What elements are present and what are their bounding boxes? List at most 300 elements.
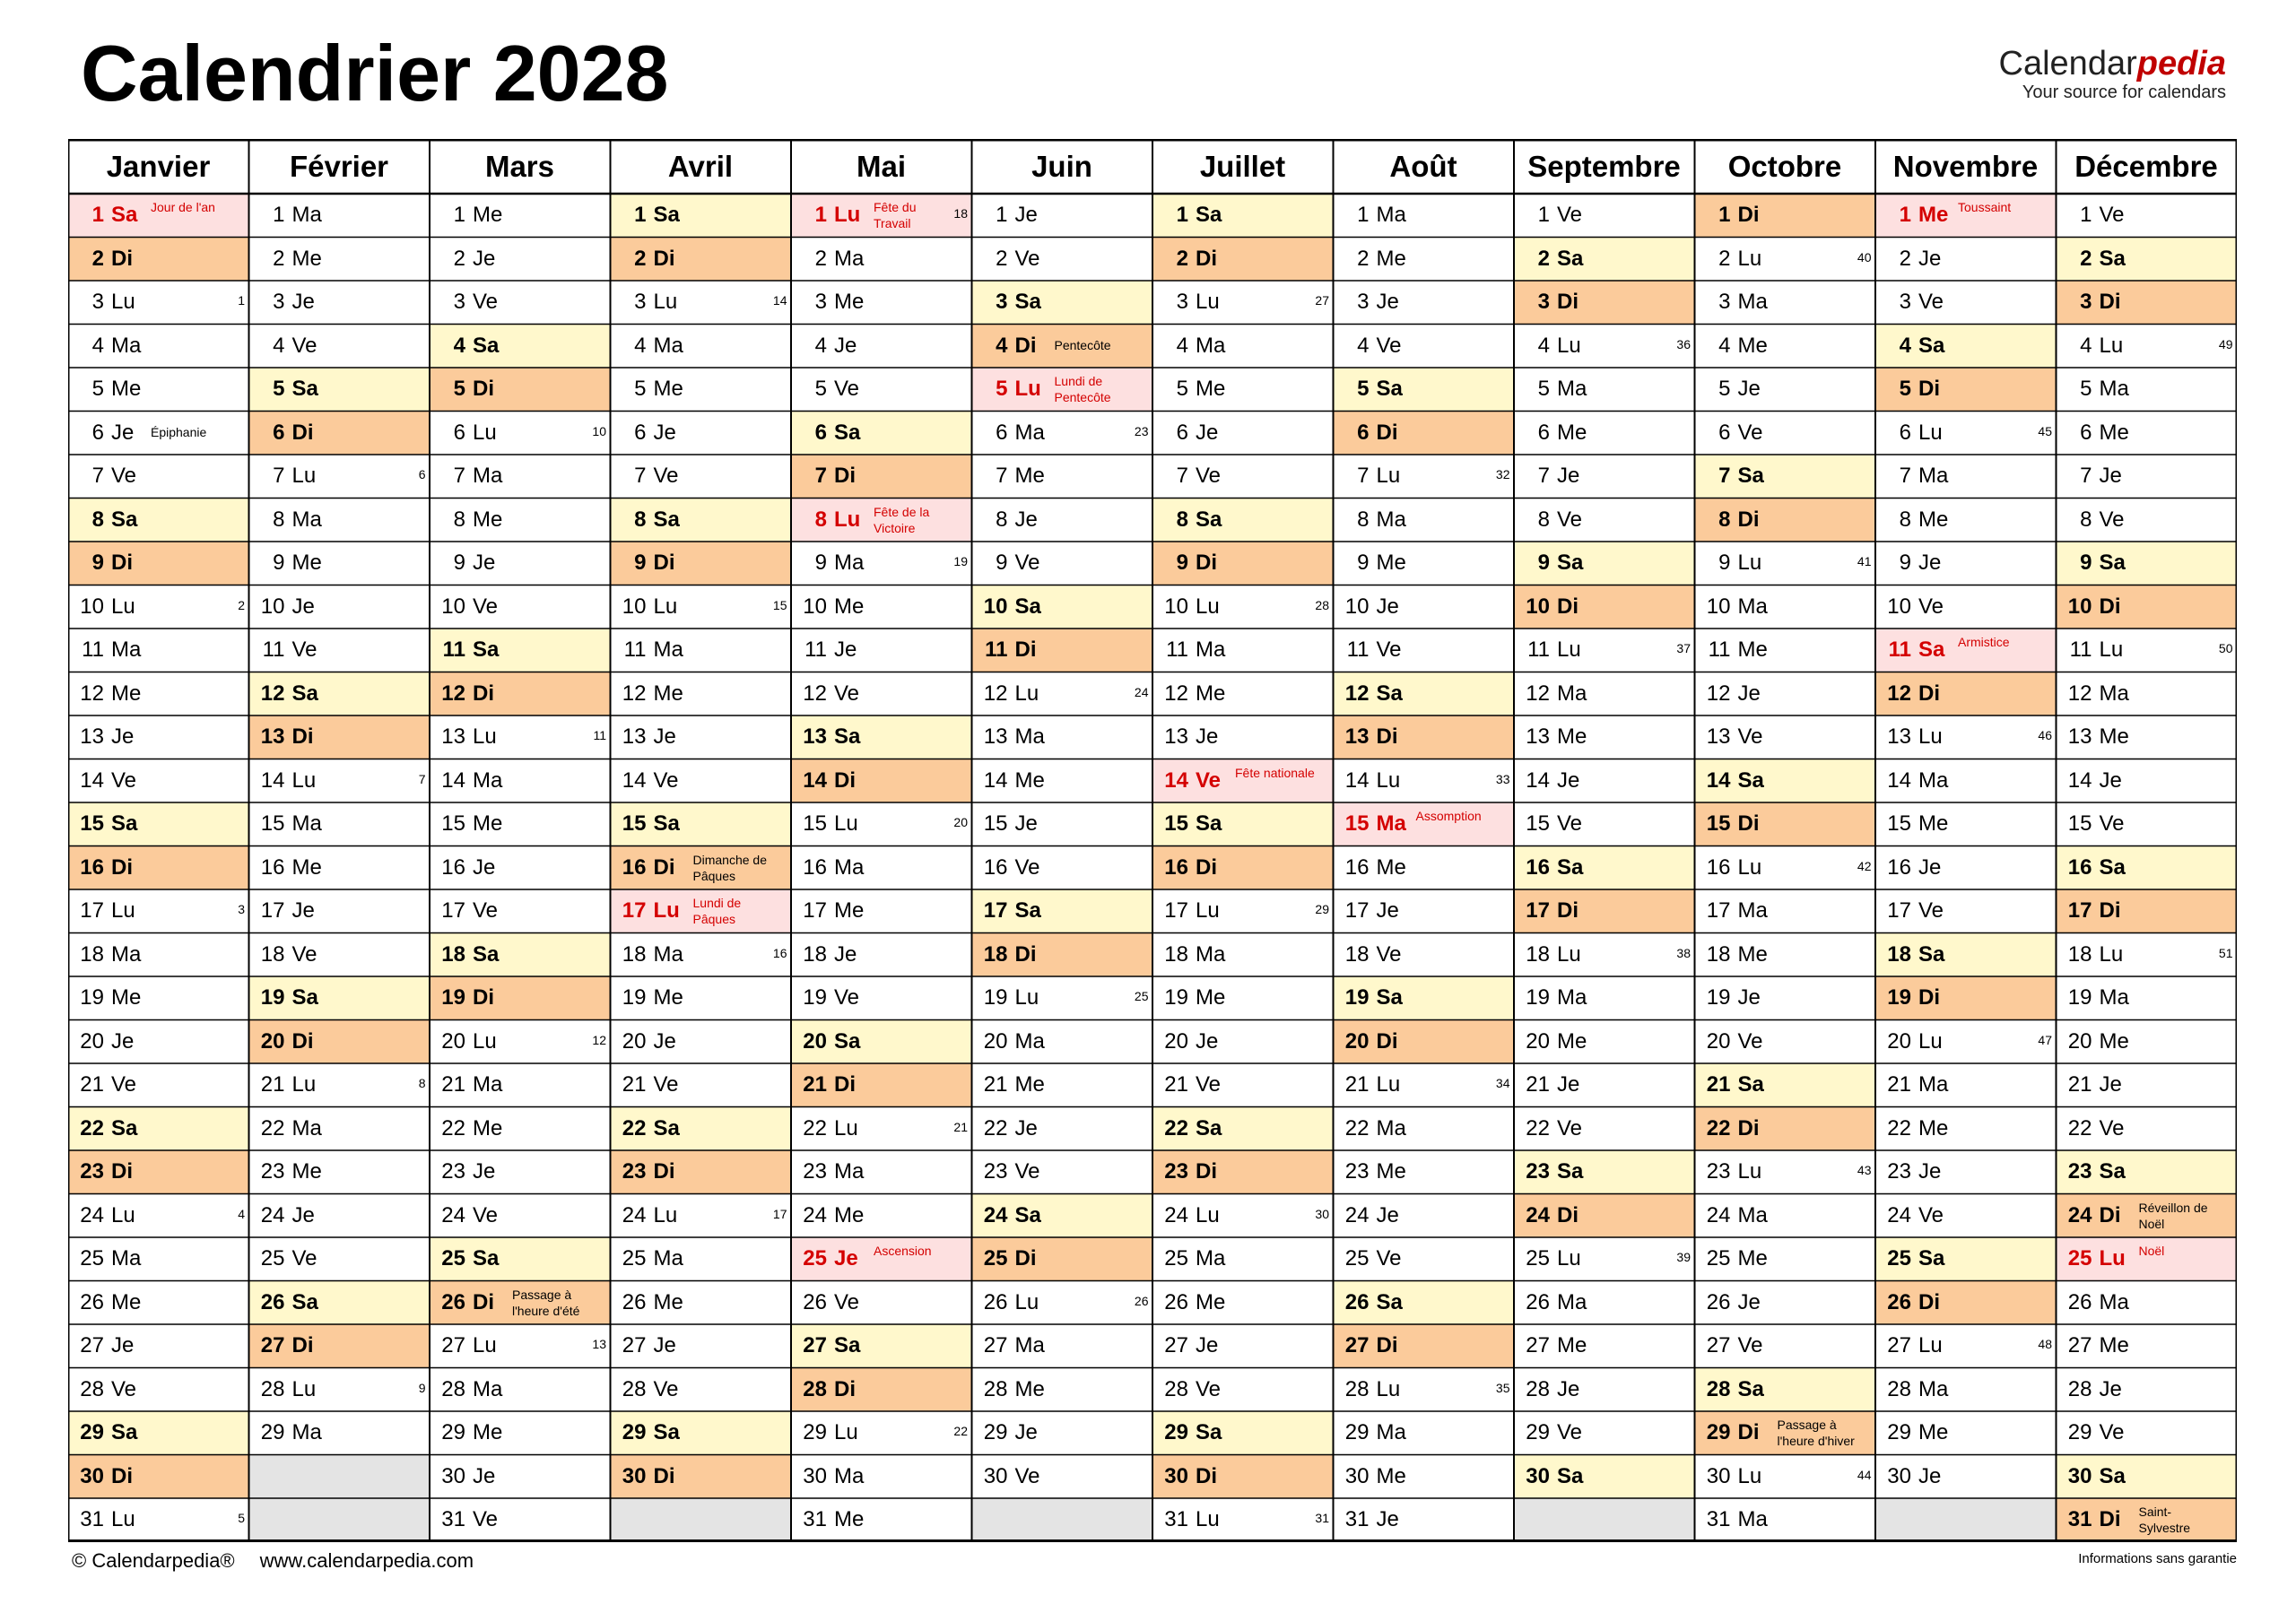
day-cell[interactable] [1152,281,1333,325]
day-cell[interactable] [1514,412,1694,455]
day-cell[interactable] [1875,1107,2056,1151]
day-cell[interactable] [611,281,791,325]
month-header[interactable]: Février [289,149,389,183]
day-cell[interactable] [1514,368,1694,412]
day-cell[interactable] [430,672,610,716]
day-cell[interactable] [1695,1150,1875,1194]
day-cell[interactable] [611,1455,791,1499]
month-header[interactable]: Avril [667,149,734,183]
day-cell[interactable] [791,1063,971,1107]
day-cell[interactable] [972,585,1152,629]
day-cell[interactable] [1695,802,1875,846]
day-cell[interactable] [1152,1455,1333,1499]
day-cell[interactable] [1875,1411,2056,1455]
day-cell[interactable] [611,846,791,890]
day-cell[interactable] [249,1194,430,1238]
day-cell[interactable] [611,976,791,1020]
day-cell[interactable] [1514,1063,1694,1107]
day-cell[interactable] [249,455,430,499]
day-cell[interactable] [1695,759,1875,803]
day-cell[interactable] [2057,1368,2237,1412]
day-cell[interactable] [430,1020,610,1064]
day-cell[interactable] [2057,802,2237,846]
day-cell[interactable] [1875,499,2056,542]
day-cell[interactable] [1514,1150,1694,1194]
day-cell[interactable] [611,1281,791,1325]
day-cell[interactable] [68,1237,248,1281]
day-cell[interactable] [68,1411,248,1455]
day-cell[interactable] [611,412,791,455]
day-cell[interactable] [1875,368,2056,412]
day-cell[interactable] [1875,1063,2056,1107]
day-cell[interactable] [972,976,1152,1020]
day-cell[interactable] [972,1455,1152,1499]
day-cell[interactable] [68,1063,248,1107]
day-cell[interactable] [611,802,791,846]
day-cell[interactable] [68,281,248,325]
day-cell[interactable] [791,759,971,803]
day-cell[interactable] [1334,846,1514,890]
day-cell[interactable] [2057,629,2237,672]
day-cell[interactable] [1695,368,1875,412]
day-cell[interactable] [1514,585,1694,629]
day-cell[interactable] [1875,715,2056,759]
day-cell[interactable] [1695,194,1875,238]
day-cell[interactable] [1695,672,1875,716]
day-cell[interactable] [1152,1194,1333,1238]
day-cell[interactable] [611,715,791,759]
day-cell[interactable] [791,1281,971,1325]
month-header[interactable]: Mars [484,149,555,183]
day-cell[interactable] [611,1063,791,1107]
day-cell[interactable] [2057,1237,2237,1281]
day-cell[interactable] [68,715,248,759]
day-cell[interactable] [1152,933,1333,977]
day-cell[interactable] [430,1107,610,1151]
day-cell[interactable] [972,1281,1152,1325]
day-cell[interactable] [430,976,610,1020]
day-cell[interactable] [1152,238,1333,282]
day-cell[interactable] [430,1324,610,1368]
day-cell[interactable] [249,499,430,542]
day-cell[interactable] [2057,1455,2237,1499]
day-cell[interactable] [611,1237,791,1281]
day-cell[interactable] [1875,281,2056,325]
day-cell[interactable] [1152,715,1333,759]
day-cell[interactable] [430,715,610,759]
day-cell[interactable] [1334,499,1514,542]
day-cell[interactable] [1514,976,1694,1020]
day-cell[interactable] [1514,759,1694,803]
day-cell[interactable] [611,1411,791,1455]
day-cell[interactable] [68,1020,248,1064]
day-cell[interactable] [249,1368,430,1412]
day-cell[interactable] [430,1150,610,1194]
day-cell[interactable] [1152,585,1333,629]
day-cell[interactable] [1334,1281,1514,1325]
day-cell[interactable] [1334,889,1514,933]
day-cell[interactable] [249,194,430,238]
day-cell[interactable] [2057,1194,2237,1238]
day-cell[interactable] [1695,499,1875,542]
day-cell[interactable] [1152,194,1333,238]
day-cell[interactable] [430,499,610,542]
day-cell[interactable] [611,1107,791,1151]
day-cell[interactable] [1152,412,1333,455]
day-cell[interactable] [1514,1281,1694,1325]
day-cell[interactable] [791,933,971,977]
day-cell[interactable] [972,759,1152,803]
day-cell[interactable] [2057,368,2237,412]
day-cell[interactable] [1152,889,1333,933]
day-cell[interactable] [430,1368,610,1412]
day-cell[interactable] [249,585,430,629]
day-cell[interactable] [68,238,248,282]
day-cell[interactable] [1334,1498,1514,1542]
day-cell[interactable] [1514,281,1694,325]
day-cell[interactable] [249,846,430,890]
day-cell[interactable] [1152,1281,1333,1325]
day-cell[interactable] [2057,281,2237,325]
day-cell[interactable] [2057,542,2237,585]
day-cell[interactable] [972,238,1152,282]
day-cell[interactable] [1695,1368,1875,1412]
day-cell[interactable] [1514,846,1694,890]
day-cell[interactable] [249,889,430,933]
day-cell[interactable] [2057,325,2237,369]
day-cell[interactable] [2057,585,2237,629]
day-cell[interactable] [972,889,1152,933]
day-cell[interactable] [430,1455,610,1499]
day-cell[interactable] [972,542,1152,585]
day-cell[interactable] [1695,542,1875,585]
day-cell[interactable] [1875,194,2056,238]
day-cell[interactable] [68,499,248,542]
day-cell[interactable] [1695,629,1875,672]
day-cell[interactable] [1152,1150,1333,1194]
day-cell[interactable] [791,1368,971,1412]
day-cell[interactable] [2057,194,2237,238]
day-cell[interactable] [430,542,610,585]
day-cell[interactable] [972,1237,1152,1281]
day-cell[interactable] [1514,802,1694,846]
day-cell[interactable] [2057,1324,2237,1368]
day-cell[interactable] [611,368,791,412]
day-cell[interactable] [1514,1107,1694,1151]
day-cell[interactable] [1152,629,1333,672]
day-cell[interactable] [1152,1237,1333,1281]
day-cell[interactable] [1152,1498,1333,1542]
day-cell[interactable] [791,281,971,325]
month-header[interactable]: Juin [1031,149,1092,183]
day-cell[interactable] [791,1107,971,1151]
day-cell[interactable] [68,802,248,846]
day-cell[interactable] [2057,1411,2237,1455]
day-cell[interactable] [1334,802,1514,846]
day-cell[interactable] [68,412,248,455]
day-cell[interactable] [1334,585,1514,629]
day-cell[interactable] [791,1455,971,1499]
day-cell[interactable] [430,1498,610,1542]
month-header[interactable]: Novembre [1892,149,2039,183]
day-cell[interactable] [68,629,248,672]
day-cell[interactable] [972,412,1152,455]
day-cell[interactable] [1514,629,1694,672]
day-cell[interactable] [1695,1020,1875,1064]
day-cell[interactable] [249,629,430,672]
day-cell[interactable] [1514,1020,1694,1064]
day-cell[interactable] [611,672,791,716]
day-cell[interactable] [1334,1411,1514,1455]
day-cell[interactable] [791,1020,971,1064]
day-cell[interactable] [1514,933,1694,977]
day-cell[interactable] [972,629,1152,672]
day-cell[interactable] [2057,412,2237,455]
day-cell[interactable] [1875,1324,2056,1368]
day-cell[interactable] [1152,976,1333,1020]
month-header[interactable]: Janvier [106,149,211,183]
day-cell[interactable] [1695,585,1875,629]
day-cell[interactable] [249,672,430,716]
day-cell[interactable] [249,1150,430,1194]
day-cell[interactable] [1334,1237,1514,1281]
day-cell[interactable] [68,933,248,977]
day-cell[interactable] [611,1194,791,1238]
day-cell[interactable] [2057,238,2237,282]
day-cell[interactable] [430,759,610,803]
day-cell[interactable] [1334,1020,1514,1064]
day-cell[interactable] [430,933,610,977]
day-cell[interactable] [611,629,791,672]
day-cell[interactable] [972,1324,1152,1368]
day-cell[interactable] [1334,455,1514,499]
day-cell[interactable] [1875,1237,2056,1281]
day-cell[interactable] [611,759,791,803]
day-cell[interactable] [430,1281,610,1325]
day-cell[interactable] [1152,1411,1333,1455]
day-cell[interactable] [791,1237,971,1281]
day-cell[interactable] [611,325,791,369]
day-cell[interactable] [1334,1368,1514,1412]
day-cell[interactable] [1152,846,1333,890]
day-cell[interactable] [1514,1237,1694,1281]
day-cell[interactable] [68,368,248,412]
day-cell[interactable] [68,889,248,933]
day-cell[interactable] [68,846,248,890]
day-cell[interactable] [1514,1194,1694,1238]
day-cell[interactable] [791,976,971,1020]
day-cell[interactable] [791,802,971,846]
day-cell[interactable] [791,629,971,672]
day-cell[interactable] [1152,1063,1333,1107]
day-cell[interactable] [430,1411,610,1455]
day-cell[interactable] [791,889,971,933]
day-cell[interactable] [68,1194,248,1238]
day-cell[interactable] [249,542,430,585]
day-cell[interactable] [249,238,430,282]
day-cell[interactable] [1695,412,1875,455]
day-cell[interactable] [1334,759,1514,803]
day-cell[interactable] [2057,455,2237,499]
day-cell[interactable] [1152,759,1333,803]
day-cell[interactable] [1334,715,1514,759]
day-cell[interactable] [1334,1107,1514,1151]
day-cell[interactable] [1514,238,1694,282]
day-cell[interactable] [1152,1020,1333,1064]
day-cell[interactable] [1152,368,1333,412]
day-cell[interactable] [1514,672,1694,716]
day-cell[interactable] [1152,672,1333,716]
day-cell[interactable] [430,238,610,282]
day-cell[interactable] [1334,194,1514,238]
day-cell[interactable] [1875,889,2056,933]
day-cell[interactable] [1514,889,1694,933]
day-cell[interactable] [2057,715,2237,759]
day-cell[interactable] [791,846,971,890]
day-cell[interactable] [2057,672,2237,716]
day-cell[interactable] [1875,585,2056,629]
day-cell[interactable] [611,194,791,238]
day-cell[interactable] [430,281,610,325]
day-cell[interactable] [1514,455,1694,499]
day-cell[interactable] [972,1411,1152,1455]
day-cell[interactable] [1875,976,2056,1020]
day-cell[interactable] [972,1194,1152,1238]
day-cell[interactable] [2057,1498,2237,1542]
day-cell[interactable] [1152,1368,1333,1412]
day-cell[interactable] [1695,1237,1875,1281]
day-cell[interactable] [1875,455,2056,499]
day-cell[interactable] [1875,1455,2056,1499]
day-cell[interactable] [1334,281,1514,325]
month-header[interactable]: Octobre [1727,149,1842,183]
day-cell[interactable] [611,1368,791,1412]
day-cell[interactable] [611,585,791,629]
day-cell[interactable] [1695,1063,1875,1107]
day-cell[interactable] [2057,846,2237,890]
day-cell[interactable] [791,585,971,629]
footer-website-link[interactable]: www.calendarpedia.com [259,1549,474,1572]
day-cell[interactable] [430,194,610,238]
day-cell[interactable] [1695,1498,1875,1542]
day-cell[interactable] [68,585,248,629]
day-cell[interactable] [791,455,971,499]
day-cell[interactable] [1334,933,1514,977]
day-cell[interactable] [1695,1411,1875,1455]
month-header[interactable]: Septembre [1527,149,1681,183]
day-cell[interactable] [1514,1324,1694,1368]
day-cell[interactable] [791,1498,971,1542]
day-cell[interactable] [2057,1020,2237,1064]
day-cell[interactable] [1334,672,1514,716]
day-cell[interactable] [791,1324,971,1368]
day-cell[interactable] [1695,1324,1875,1368]
day-cell[interactable] [1695,1107,1875,1151]
day-cell[interactable] [68,976,248,1020]
day-cell[interactable] [68,1324,248,1368]
day-cell[interactable] [68,1150,248,1194]
day-cell[interactable] [1695,1194,1875,1238]
day-cell[interactable] [1875,846,2056,890]
day-cell[interactable] [430,325,610,369]
day-cell[interactable] [611,1150,791,1194]
day-cell[interactable] [611,1020,791,1064]
day-cell[interactable] [1514,1455,1694,1499]
day-cell[interactable] [249,1324,430,1368]
day-cell[interactable] [249,1020,430,1064]
day-cell[interactable] [68,1498,248,1542]
day-cell[interactable] [249,281,430,325]
day-cell[interactable] [1514,1368,1694,1412]
day-cell[interactable] [972,672,1152,716]
day-cell[interactable] [68,1281,248,1325]
day-cell[interactable] [791,542,971,585]
day-cell[interactable] [1334,1324,1514,1368]
day-cell[interactable] [1334,629,1514,672]
day-cell[interactable] [1875,1281,2056,1325]
day-cell[interactable] [1875,759,2056,803]
day-cell[interactable] [611,238,791,282]
day-cell[interactable] [430,412,610,455]
day-cell[interactable] [791,238,971,282]
day-cell[interactable] [68,455,248,499]
day-cell[interactable] [972,933,1152,977]
day-cell[interactable] [1875,542,2056,585]
day-cell[interactable] [430,1063,610,1107]
day-cell[interactable] [2057,1281,2237,1325]
day-cell[interactable] [972,715,1152,759]
day-cell[interactable] [1695,281,1875,325]
month-header[interactable]: Juillet [1199,149,1286,183]
day-cell[interactable] [1875,325,2056,369]
day-cell[interactable] [68,194,248,238]
day-cell[interactable] [1695,976,1875,1020]
day-cell[interactable] [972,1150,1152,1194]
day-cell[interactable] [1514,1411,1694,1455]
day-cell[interactable] [972,194,1152,238]
day-cell[interactable] [1875,1150,2056,1194]
day-cell[interactable] [1514,715,1694,759]
day-cell[interactable] [791,325,971,369]
day-cell[interactable] [68,325,248,369]
day-cell[interactable] [430,368,610,412]
day-cell[interactable] [1514,325,1694,369]
day-cell[interactable] [249,1237,430,1281]
day-cell[interactable] [1334,1455,1514,1499]
day-cell[interactable] [2057,1150,2237,1194]
day-cell[interactable] [68,542,248,585]
day-cell[interactable] [972,281,1152,325]
day-cell[interactable] [1875,629,2056,672]
day-cell[interactable] [249,325,430,369]
day-cell[interactable] [1514,194,1694,238]
day-cell[interactable] [972,1063,1152,1107]
day-cell[interactable] [611,933,791,977]
day-cell[interactable] [249,976,430,1020]
day-cell[interactable] [791,1411,971,1455]
day-cell[interactable] [1334,412,1514,455]
day-cell[interactable] [791,499,971,542]
day-cell[interactable] [1695,933,1875,977]
day-cell[interactable] [68,1455,248,1499]
day-cell[interactable] [1334,1063,1514,1107]
day-cell[interactable] [249,1107,430,1151]
day-cell[interactable] [1695,325,1875,369]
day-cell[interactable] [1334,542,1514,585]
day-cell[interactable] [791,672,971,716]
day-cell[interactable] [430,846,610,890]
day-cell[interactable] [1514,499,1694,542]
